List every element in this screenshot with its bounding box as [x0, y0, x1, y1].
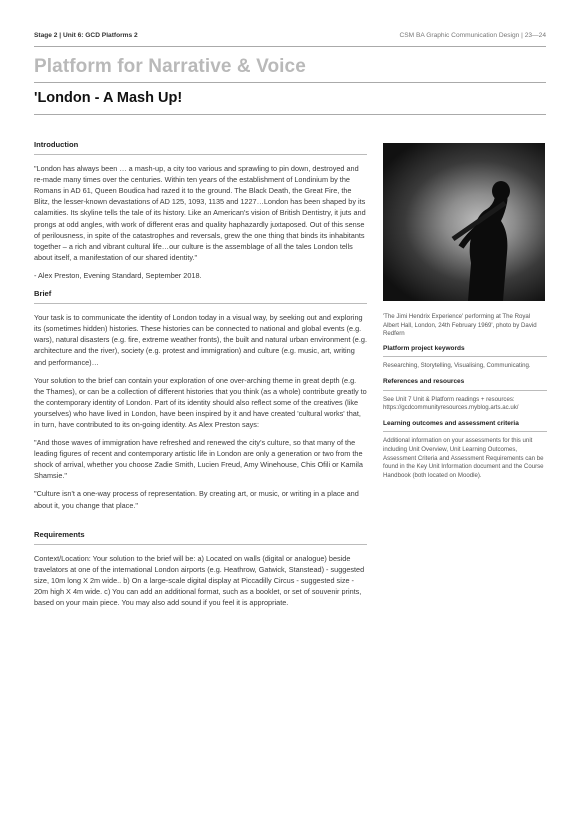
- references-heading: References and resources: [383, 377, 465, 385]
- concert-photo: [383, 143, 545, 301]
- quote-attribution: - Alex Preston, Evening Standard, September 2018.: [34, 270, 202, 280]
- page-title: Platform for Narrative & Voice: [34, 56, 306, 77]
- brief-heading: Brief: [34, 289, 52, 299]
- header-course-label: CSM BA Graphic Communication Design | 23—24: [399, 32, 546, 39]
- keywords-heading: Platform project keywords: [383, 344, 465, 352]
- main-column: [34, 139, 367, 615]
- section-divider: [34, 303, 367, 304]
- brief-title: 'London - A Mash Up!: [34, 90, 183, 106]
- brief-paragraph-1: Your task is to communicate the identity of London today in a visual way, by seeking out and exploring its (sometimes hidden) histories. These histories can be connected to national and global events (e.g. wars), natural disasters (e.g. fire, extreme weather fronts), the built and natural urban environment (e.g. architecture and the river), society (e.g. protest and immigration) and culture (e.g. music, art, writing and performance)…: [34, 313, 367, 367]
- title-rule: [34, 82, 546, 83]
- brief-paragraph-2: Your solution to the brief can contain your exploration of one over-arching theme in great depth (e.g. the Thames), or can be a collection of different histories that you think (as a whole) contribute greatly to the contemporary identity of London. Part of its identity should also reflect some of the creatives (like yourselves) who have lived in London, have been inspired by it and have created 'cultural works' that, in turn, have contributed to its on-going identity. As Alex Preston says:: [34, 375, 367, 429]
- section-divider: [34, 154, 367, 155]
- requirements-text: Context/Location: Your solution to the brief will be: a) Located on walls (digital or analogue) beside travelators at one of the international London airports (e.g. Heathrow, Gatwick, Stanstead) - suggested size, 10m long X 2m wide.. b) On a large-scale digital display at Piccadilly Circus - suggested size - 20m high X 4m wide. c) You can add an additional format, such as a booklet, or set of souvenir prints, based on your main piece. You may also add sound if you feel it is appropriate.: [34, 553, 365, 608]
- outcomes-heading: Learning outcomes and assessment criteria: [383, 419, 519, 427]
- brief-quote-2: "Culture isn't a one-way process of representation. By creating art, or music, or writing in a place and about it, you change that place.": [34, 489, 359, 510]
- brief-quote-1: "And those waves of immigration have refreshed and renewed the city's culture, so that many of the leading figures of recent and contemporary artistic life in London are only a generation or two from the shock of arrival, whether you choose Zadie Smith, Lucien Freud, Amy Winehouse, Chis Ofili or Kamila Shamsie.": [34, 438, 363, 481]
- performer-silhouette: [383, 143, 545, 301]
- sidebar-divider: [383, 390, 547, 391]
- page-header: [34, 32, 546, 44]
- introduction-heading: Introduction: [34, 140, 79, 149]
- section-divider: [34, 544, 367, 545]
- header-rule: [34, 46, 546, 47]
- introduction-quote: "London has always been … a mash-up, a city too various and sprawling to pin down, destroyed and re-made many times over the centuries. Within ten years of the establishment of Londinium by the Romans in AD 61, Queen Boudica had razed it to the ground. The Black Death, the Great Fire, the Blitz, the lesser-known devastations of AD 125, 1093, 1135 and 1227…London has been shaped by its calamities. Its skyline tells the tale of its history. Like an American's vision of British Dentistry, it juts and prongs at odd angles, with work of different eras and quality haphazardly juxtaposed. Out of this sense of perilousness, in spite of the catastrophes and reversals, grew the one thing that binds its inhabitants together – a rich and vibrant cultural life…our culture is the assemblage of all the tales London tells about itself, a manifestation of our shared identity.": [34, 164, 366, 262]
- sidebar-divider: [383, 356, 547, 357]
- photo-caption: 'The Jimi Hendrix Experience' performing at The Royal Albert Hall, London, 24th February 1969', photo by David Redfern: [383, 313, 537, 338]
- outcomes-text: Additional information on your assessments for this unit including Unit Overview, Unit Learning Outcomes, Assessment Criteria and Assessment Requirements can be found in the Key Unit Information document and the Course Handbook (both located on Moodle).: [383, 437, 544, 479]
- references-text: See Unit 7 Unit & Platform readings + resources: https://gcdcommunityresources.myblog.arts.ac.uk/: [383, 395, 519, 412]
- sidebar-divider: [383, 431, 547, 432]
- sidebar: [383, 143, 547, 487]
- keywords-text: Researching, Storytelling, Visualising, Communicating.: [383, 362, 531, 370]
- header-unit-label: Stage 2 | Unit 6: GCD Platforms 2: [34, 32, 138, 39]
- requirements-heading: Requirements: [34, 529, 85, 539]
- subtitle-rule: [34, 114, 546, 115]
